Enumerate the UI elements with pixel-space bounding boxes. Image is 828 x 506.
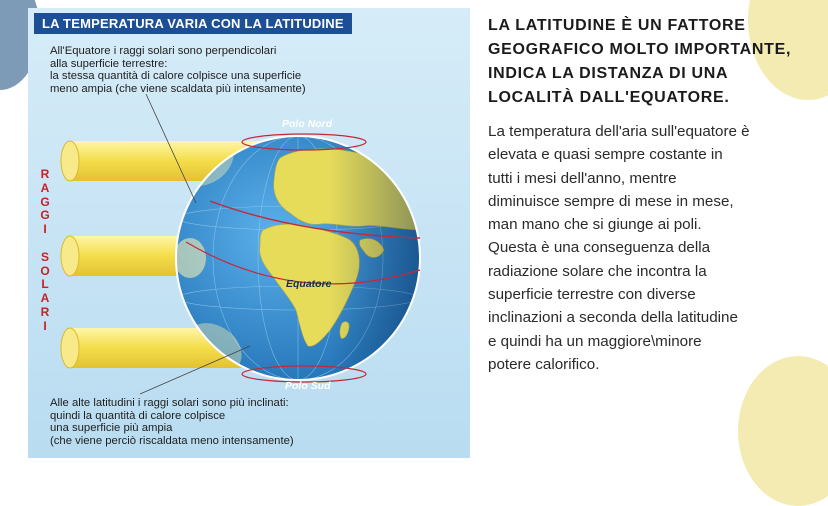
top-caption (50, 45, 306, 95)
heading-line: LOCALITÀ DALL'EQUATORE. (488, 89, 730, 106)
body-line: radiazione solare che incontra la (488, 262, 707, 280)
equatore-label: Equatore (286, 278, 332, 290)
section-heading (488, 14, 818, 110)
body-line: elevata e quasi sempre costante in (488, 146, 723, 164)
caption-line: la stessa quantità di calore colpisce una superficie (50, 70, 302, 82)
heading-line: GEOGRAFICO MOLTO IMPORTANTE, (488, 41, 792, 58)
body-line: potere calorifico. (488, 355, 600, 373)
body-line: diminuisce sempre di mese in mese, (488, 192, 734, 210)
body-line: tutti i mesi dell'anno, mentre (488, 169, 677, 187)
body-line: La temperatura dell'aria sull'equatore è (488, 123, 750, 140)
decorative-blob-bottom-right (738, 356, 828, 506)
caption-line: alla superficie terrestre: (50, 57, 168, 70)
polo-nord-label: Polo Nord (282, 118, 333, 130)
body-line: man mano che si giunge ai poli. (488, 216, 702, 234)
heading-line: INDICA LA DISTANZA DI UNA (488, 65, 729, 82)
caption-line: una superficie più ampia (50, 422, 173, 434)
bottom-caption (50, 397, 294, 447)
body-line: inclinazioni a seconda della latitudine (488, 309, 738, 327)
body-line: superficie terrestre con diverse (488, 286, 696, 304)
caption-line: meno ampia (che viene scaldata più intensamente) (50, 82, 306, 95)
body-line: e quindi ha un maggiore\minore (488, 332, 702, 350)
caption-line: (che viene perciò riscaldata meno intensamente) (50, 434, 294, 447)
figure-title: LA TEMPERATURA VARIA CON LA LATITUDINE (34, 13, 352, 34)
raggi-solari-label: R A G G I S O L A R I (40, 167, 50, 333)
caption-line: All'Equatore i raggi solari sono perpendicolari (50, 45, 277, 57)
body-line: Questa è una conseguenza della (488, 239, 711, 257)
caption-line: quindi la quantità di calore colpisce (50, 409, 226, 422)
heading-line: LA LATITUDINE È UN FATTORE (488, 17, 746, 34)
polo-sud-label: Polo Sud (285, 380, 331, 392)
caption-line: Alle alte latitudini i raggi solari sono più inclinati: (50, 397, 289, 409)
body-paragraph (488, 120, 818, 376)
latitude-illustration (28, 8, 470, 458)
